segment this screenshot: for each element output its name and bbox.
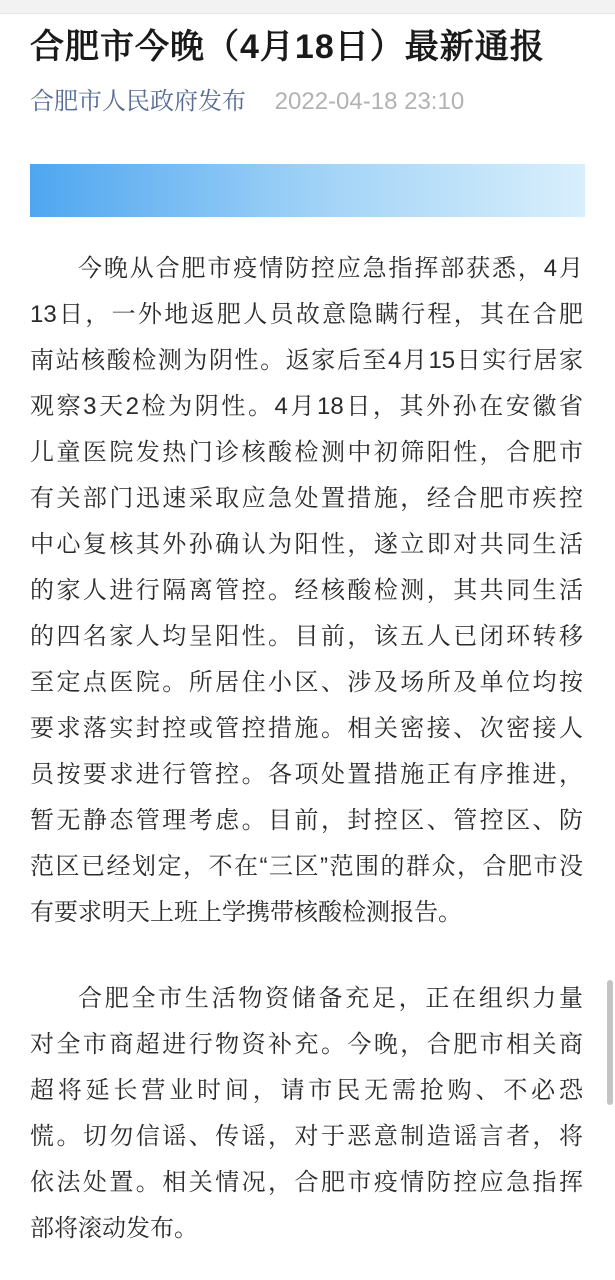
article-line: 超将延长营业时间，请市民无需抢购、不必恐 <box>30 1077 583 1104</box>
paragraph <box>30 246 583 936</box>
scrollbar-thumb[interactable] <box>607 980 613 1105</box>
article-line: 至定点医院。所居住小区、涉及场所及单位均按 <box>30 669 583 696</box>
paragraph <box>30 976 583 1252</box>
article-line: 暂无静态管理考虑。目前，封控区、管控区、防 <box>30 807 583 834</box>
article-line: 对全市商超进行物资补充。今晚，合肥市相关商 <box>30 1031 583 1058</box>
byline <box>30 87 585 117</box>
article-line: 依法处置。相关情况，合肥市疫情防控应急指挥 <box>30 1169 583 1196</box>
article-line: 中心复核其外孙确认为阳性，遂立即对共同生活 <box>30 531 583 558</box>
article-line: 慌。切勿信谣、传谣，对于恶意制造谣言者，将 <box>30 1123 583 1150</box>
article-line: 儿童医院发热门诊核酸检测中初筛阳性，合肥市 <box>30 439 583 466</box>
article-line: 有要求明天上班上学携带核酸检测报告。 <box>30 899 462 926</box>
article-line: 部将滚动发布。 <box>30 1215 198 1242</box>
article-body <box>30 246 583 1252</box>
article-line: 13日，一外地返肥人员故意隐瞒行程，其在合肥 <box>30 301 583 328</box>
author-link[interactable]: 合肥市人民政府发布 <box>30 88 246 115</box>
article-banner-image <box>30 164 585 217</box>
article-line: 有关部门迅速采取应急处置措施，经合肥市疾控 <box>30 485 583 512</box>
article-line: 的四名家人均呈阳性。目前，该五人已闭环转移 <box>30 623 583 650</box>
top-divider <box>0 0 615 14</box>
article-line: 员按要求进行管控。各项处置措施正有序推进， <box>30 761 583 788</box>
article-line: 范区已经划定，不在“三区”范围的群众，合肥市没 <box>30 853 583 880</box>
article-line: 要求落实封控或管控措施。相关密接、次密接人 <box>30 715 583 742</box>
article-line: 的家人进行隔离管控。经核酸检测，其共同生活 <box>30 577 583 604</box>
article-title: 合肥市今晚（4月18日）最新通报 <box>30 28 545 66</box>
publish-timestamp: 2022-04-18 23:10 <box>274 88 465 115</box>
article-line: 观察3天2检为阴性。4月18日，其外孙在安徽省 <box>30 393 583 420</box>
article-line: 南站核酸检测为阴性。返家后至4月15日实行居家 <box>30 347 583 374</box>
article-line: 合肥全市生活物资储备充足，正在组织力量 <box>78 985 583 1012</box>
article-line: 今晚从合肥市疫情防控应急指挥部获悉，4月 <box>78 255 583 282</box>
